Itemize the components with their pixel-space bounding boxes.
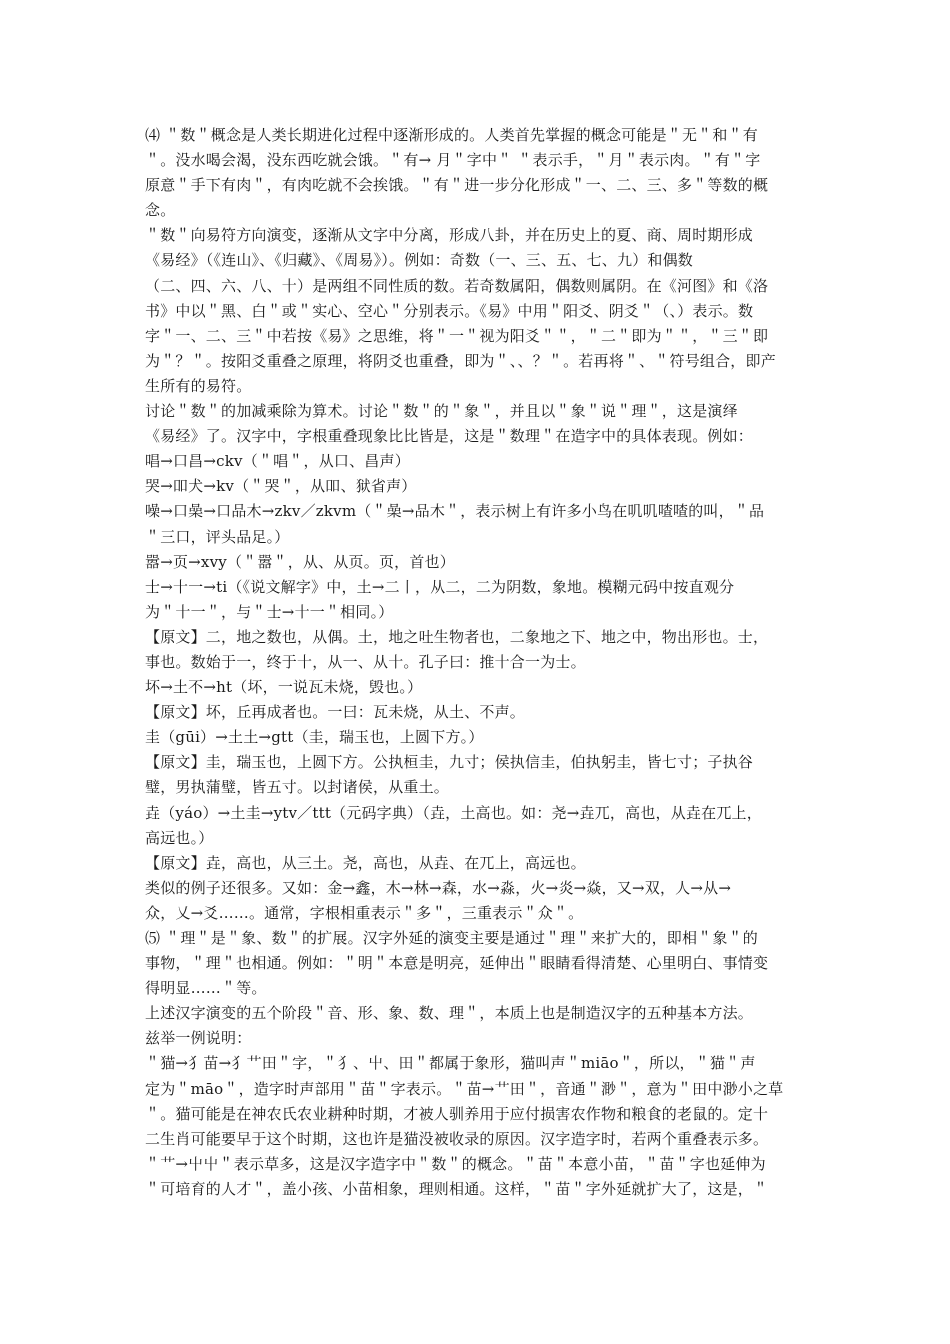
text-line: 字＂一、二、三＂中若按《易》之思维，将＂一＂视为阳爻＂＂，＂二＂即为＂＂，＂三＂即 — [145, 326, 769, 345]
text-line: 众，乂→爻……。通常，字根相重表示＂多＂，三重表示＂众＂。 — [145, 903, 584, 922]
text-line: 【原文】坏，丘再成者也。一曰：瓦未烧，从土、不声。 — [145, 703, 526, 722]
text-line: 书》中以＂黑、白＂或＂实心、空心＂分别表示。《易》中用＂阳爻、阴爻＂（、）表示。数 — [145, 301, 754, 320]
text-line: 得明显……＂等。 — [145, 979, 267, 998]
text-line: 类似的例子还很多。又如：金→鑫，木→林→森，水→淼，火→炎→焱，又→双，人→从→ — [145, 878, 732, 897]
text-line: ＂。猫可能是在神农氏农业耕种时期，才被人驯养用于应付损害农作物和粮食的老鼠的。定十 — [145, 1104, 769, 1123]
text-line: 事物，＂理＂也相通。例如：＂明＂本意是明亮，延伸出＂眼睛看得清楚、心里明白、事情变 — [145, 954, 769, 973]
text-line: 事也。数始于一，终于十，从一、从十。孔子曰：推十合一为士。 — [145, 652, 586, 671]
text-line: （二、四、六、八、十）是两组不同性质的数。若奇数属阳，偶数则属阴。在《河图》和《洛 — [145, 276, 769, 295]
text-line: ＂猫→犭苗→犭艹田＂字，＂犭、屮、田＂都属于象形，猫叫声＂miāo＂，所以，＂猫＂声 — [145, 1054, 756, 1073]
text-line: 为＂？＂。按阳爻重叠之原理，将阴爻也重叠，即为＂、、？＂。若再将＂、＂符号组合，即产 — [145, 351, 776, 370]
text-line: 二生肖可能要早于这个时期，这也许是猫没被收录的原因。汉字造字时，若两个重叠表示多。 — [145, 1129, 769, 1148]
text-line: 垚（yáo）→土圭→ytv／ttt（元码字典）（垚，土高也。如：尧→垚兀，高也，从垚在兀上， — [145, 803, 762, 822]
text-line: 原意＂手下有肉＂，有肉吃就不会挨饿。＂有＂进一步分化形成＂一、二、三、多＂等数的概 — [145, 176, 769, 195]
text-line: 士→十一→ti（《说文解字》中，土→二丨，从二，二为阴数，象地。模糊元码中按直观分 — [145, 577, 735, 596]
text-line: 讨论＂数＂的加减乘除为算术。讨论＂数＂的＂象＂，并且以＂象＂说＂理＂，这是演绎 — [145, 402, 738, 421]
text-line: 【原文】二，地之数也，从偶。土，地之吐生物者也，二象地之下、地之中，物出形也。士， — [145, 627, 769, 646]
text-line: 坏→土不→ht（坏，一说瓦未烧，毁也。） — [145, 678, 423, 697]
text-line: 兹举一例说明： — [145, 1029, 252, 1048]
text-line: 哭→吅犬→kv（＂哭＂，从吅、狱省声） — [145, 477, 417, 496]
text-line: 璧，男执蒲璧，皆五寸。以封诸侯，从重土。 — [145, 778, 450, 797]
text-line: 《易经》了。汉字中，字根重叠现象比比皆是，这是＂数理＂在造字中的具体表现。例如： — [145, 427, 754, 446]
text-line: ＂可培育的人才＂，盖小孩、小苗相象，理则相通。这样，＂苗＂字外延就扩大了，这是，＂ — [145, 1179, 769, 1198]
text-line: 高远也。） — [145, 828, 214, 847]
text-line: ＂数＂向易符方向演变，逐渐从文字中分离，形成八卦，并在历史上的夏、商、周时期形成 — [145, 226, 754, 245]
text-line: ＂艹→屮屮＂表示草多，这是汉字造字中＂数＂的概念。＂苗＂本意小苗，＂苗＂字也延伸为 — [145, 1154, 766, 1173]
text-line: 定为＂māo＂，造字时声部用＂苗＂字表示。＂苗→艹田＂，音通＂渺＂，意为＂田中渺小之草 — [145, 1079, 784, 1098]
text-line: 唱→口昌→ckv（＂唱＂，从口、昌声） — [145, 452, 410, 471]
text-line: 【原文】圭，瑞玉也，上圆下方。公执桓圭，九寸；侯执信圭，伯执躬圭，皆七寸；子执谷 — [145, 753, 754, 772]
text-line: ⑸ ＂理＂是＂象、数＂的扩展。汉字外延的演变主要是通过＂理＂来扩大的，即相＂象＂的 — [145, 929, 758, 947]
text-line: 念。 — [145, 201, 176, 220]
text-line: ⑷ ＂数＂概念是人类长期进化过程中逐渐形成的。人类首先掌握的概念可能是＂无＂和＂有 — [145, 126, 758, 144]
text-line: ＂三口，评头品足。） — [145, 527, 290, 546]
text-line: 噪→口喿→口品木→zkv／zkvm（＂喿→品木＂，表示树上有许多小鸟在叽叽喳喳的叫，＂品 — [145, 502, 765, 521]
text-line: 嚣→页→xvy（＂嚣＂，从、从页。页，首也） — [145, 552, 455, 571]
text-line: ＂。没水喝会渴，没东西吃就会饿。＂有→ 月＂字中＂ ＂表示手，＂月＂表示肉。＂有＂字 — [145, 151, 761, 170]
text-line: 上述汉字演变的五个阶段＂音、形、象、数、理＂，本质上也是制造汉字的五种基本方法。 — [145, 1004, 754, 1023]
text-line: 为＂十一＂，与＂士→十一＂相同。） — [145, 602, 394, 621]
text-line: 【原文】垚，高也，从三土。尧，高也，从垚、在兀上，高远也。 — [145, 853, 586, 872]
text-line: 《易经》（《连山》、《归藏》、《周易》）。例如：奇数（一、三、五、七、九）和偶数 — [145, 251, 694, 270]
text-line: 生所有的易符。 — [145, 376, 252, 395]
document-body — [145, 123, 810, 1202]
text-line: 圭（gūi）→土土→gtt（圭，瑞玉也，上圆下方。） — [145, 728, 484, 747]
